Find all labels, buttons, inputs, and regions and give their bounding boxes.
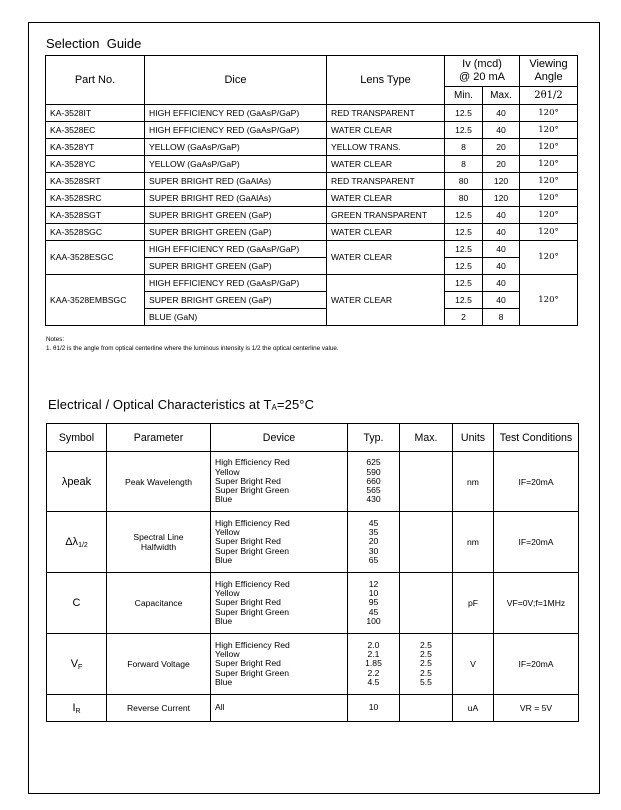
iv-min: 12.5 (445, 275, 483, 292)
typ-cell: 10 (348, 695, 400, 722)
selection-guide-title: Selection Guide (46, 36, 142, 51)
iv-min: 12.5 (445, 224, 483, 241)
parameter-cell: Forward Voltage (107, 634, 211, 695)
viewing-angle: 120° (520, 105, 578, 122)
iv-min: 8 (445, 139, 483, 156)
header-symbol: Symbol (47, 424, 107, 452)
iv-min: 12.5 (445, 207, 483, 224)
dice-name: SUPER BRIGHT GREEN (GaP) (145, 258, 327, 275)
lens-type: WATER CLEAR (327, 156, 445, 173)
device-cell: High Efficiency Red Yellow Super Bright Red Super Bright Green Blue (211, 452, 348, 512)
viewing-angle: 120° (520, 241, 578, 275)
iv-max: 8 (483, 309, 520, 326)
dice-name: HIGH EFFICIENCY RED (GaAsP/GaP) (145, 275, 327, 292)
symbol-cell (47, 512, 107, 573)
notes-title: Notes: (46, 336, 65, 343)
device-cell: All (211, 695, 348, 722)
part-number: KA-3528YC (46, 156, 145, 173)
dice-name: BLUE (GaN) (145, 309, 327, 326)
lens-type: RED TRANSPARENT (327, 173, 445, 190)
lens-type: RED TRANSPARENT (327, 105, 445, 122)
test-conditions-cell: IF=20mA (494, 634, 579, 695)
iv-max: 120 (483, 173, 520, 190)
max-cell: 2.5 2.5 2.5 2.5 5.5 (400, 634, 453, 695)
characteristic-row (47, 634, 579, 695)
dice-name: YELLOW (GaAsP/GaP) (145, 139, 327, 156)
iv-max: 40 (483, 258, 520, 275)
selection-row (46, 139, 578, 156)
viewing-angle: 120° (520, 156, 578, 173)
viewing-angle: 120° (520, 207, 578, 224)
symbol-cell (47, 452, 107, 512)
viewing-angle: 120° (520, 275, 578, 326)
test-conditions-cell: VR = 5V (494, 695, 579, 722)
parameter-cell: Peak Wavelength (107, 452, 211, 512)
header-part-no: Part No. (46, 56, 145, 105)
parameter-cell: Reverse Current (107, 695, 211, 722)
characteristic-row (47, 452, 579, 512)
part-number: KA-3528SGT (46, 207, 145, 224)
viewing-angle: 120° (520, 139, 578, 156)
max-cell (400, 452, 453, 512)
iv-max: 40 (483, 105, 520, 122)
test-conditions-cell: IF=20mA (494, 452, 579, 512)
iv-min: 12.5 (445, 105, 483, 122)
characteristic-row (47, 695, 579, 722)
part-number: KA-3528SRC (46, 190, 145, 207)
symbol-subscript: F (78, 663, 83, 671)
iv-max: 20 (483, 139, 520, 156)
header-device: Device (211, 424, 348, 452)
iv-max: 40 (483, 207, 520, 224)
iv-max: 120 (483, 190, 520, 207)
device-cell: High Efficiency Red Yellow Super Bright Red Super Bright Green Blue (211, 573, 348, 634)
symbol-main: Δλ (65, 535, 79, 548)
part-number: KA-3528EC (46, 122, 145, 139)
selection-row (46, 207, 578, 224)
electrical-optical-table (46, 423, 579, 722)
header-max: Max. (483, 87, 520, 105)
dice-name: HIGH EFFICIENCY RED (GaAsP/GaP) (145, 122, 327, 139)
symbol-subscript: R (75, 707, 81, 715)
part-number: KA-3528IT (46, 105, 145, 122)
title-prefix: Electrical / Optical Characteristics at T (48, 397, 272, 412)
iv-max: 40 (483, 122, 520, 139)
viewing-angle: 120° (520, 173, 578, 190)
lens-type: WATER CLEAR (327, 275, 445, 326)
iv-min: 80 (445, 173, 483, 190)
header-theta: 2θ1/2 (520, 87, 578, 105)
typ-cell: 12 10 95 45 100 (348, 573, 400, 634)
lens-type: WATER CLEAR (327, 190, 445, 207)
iv-min: 2 (445, 309, 483, 326)
lens-type: WATER CLEAR (327, 241, 445, 275)
selection-row (46, 105, 578, 122)
symbol-cell (47, 573, 107, 634)
dice-name: SUPER BRIGHT GREEN (GaP) (145, 224, 327, 241)
lens-type: WATER CLEAR (327, 122, 445, 139)
title-suffix: =25°C (276, 397, 315, 412)
header-dice: Dice (145, 56, 327, 105)
max-cell (400, 695, 453, 722)
header-iv (445, 56, 520, 87)
part-number: KA-3528SRT (46, 173, 145, 190)
header-viewing-angle (520, 56, 578, 87)
selection-row (46, 122, 578, 139)
header-units: Units (453, 424, 494, 452)
symbol-main: λpeak (61, 475, 92, 488)
selection-row (46, 190, 578, 207)
device-cell: High Efficiency Red Yellow Super Bright Red Super Bright Green Blue (211, 634, 348, 695)
header-test-conditions: Test Conditions (494, 424, 579, 452)
header-max: Max. (400, 424, 453, 452)
header-typ: Typ. (348, 424, 400, 452)
symbol-cell (47, 634, 107, 695)
typ-cell: 625 590 660 565 430 (348, 452, 400, 512)
units-cell: uA (453, 695, 494, 722)
dice-name: HIGH EFFICIENCY RED (GaAsP/GaP) (145, 105, 327, 122)
header-viewing-line2: Angle (534, 71, 563, 83)
title-subscript: A (271, 403, 277, 412)
dice-name: SUPER BRIGHT RED (GaAlAs) (145, 173, 327, 190)
note-1: 1. θ1/2 is the angle from optical centerline where the luminous intensity is 1/2 the optical centerline value. (46, 345, 339, 352)
iv-min: 12.5 (445, 241, 483, 258)
electrical-optical-title (48, 397, 314, 412)
iv-max: 40 (483, 224, 520, 241)
selection-guide-table (45, 55, 578, 326)
parameter-cell: Capacitance (107, 573, 211, 634)
iv-max: 40 (483, 292, 520, 309)
test-conditions-cell: VF=0V;f=1MHz (494, 573, 579, 634)
header-parameter: Parameter (107, 424, 211, 452)
iv-max: 20 (483, 156, 520, 173)
part-number: KAA-3528ESGC (46, 241, 145, 275)
symbol-subscript: 1/2 (78, 541, 88, 549)
symbol-main: I (72, 701, 76, 714)
iv-min: 12.5 (445, 258, 483, 275)
symbol-cell (47, 695, 107, 722)
iv-max: 40 (483, 275, 520, 292)
dice-name: SUPER BRIGHT RED (GaAlAs) (145, 190, 327, 207)
viewing-angle: 120° (520, 122, 578, 139)
iv-min: 8 (445, 156, 483, 173)
header-lens-type: Lens Type (327, 56, 445, 105)
part-number: KAA-3528EMBSGC (46, 275, 145, 326)
iv-min: 12.5 (445, 292, 483, 309)
device-cell: High Efficiency Red Yellow Super Bright Red Super Bright Green Blue (211, 512, 348, 573)
characteristic-row (47, 573, 579, 634)
typ-cell: 45 35 20 30 65 (348, 512, 400, 573)
part-number: KA-3528SGC (46, 224, 145, 241)
header-min: Min. (445, 87, 483, 105)
part-number: KA-3528YT (46, 139, 145, 156)
header-viewing-line1: Viewing (529, 58, 568, 70)
notes (46, 335, 339, 353)
dice-name: HIGH EFFICIENCY RED (GaAsP/GaP) (145, 241, 327, 258)
viewing-angle: 120° (520, 190, 578, 207)
dice-name: YELLOW (GaAsP/GaP) (145, 156, 327, 173)
typ-cell: 2.0 2.1 1.85 2.2 4.5 (348, 634, 400, 695)
viewing-angle: 120° (520, 224, 578, 241)
header-iv-line1: Iv (mcd) (462, 58, 502, 70)
units-cell: pF (453, 573, 494, 634)
iv-min: 12.5 (445, 122, 483, 139)
units-cell: nm (453, 452, 494, 512)
test-conditions-cell: IF=20mA (494, 512, 579, 573)
parameter-cell: Spectral Line Halfwidth (107, 512, 211, 573)
units-cell: nm (453, 512, 494, 573)
max-cell (400, 512, 453, 573)
symbol-main: C (72, 597, 81, 609)
units-cell: V (453, 634, 494, 695)
iv-min: 80 (445, 190, 483, 207)
lens-type: GREEN TRANSPARENT (327, 207, 445, 224)
max-cell (400, 573, 453, 634)
lens-type: YELLOW TRANS. (327, 139, 445, 156)
selection-row (46, 173, 578, 190)
header-iv-line2: @ 20 mA (459, 71, 506, 83)
iv-max: 40 (483, 241, 520, 258)
lens-type: WATER CLEAR (327, 224, 445, 241)
characteristic-row (47, 512, 579, 573)
dice-name: SUPER BRIGHT GREEN (GaP) (145, 207, 327, 224)
dice-name: SUPER BRIGHT GREEN (GaP) (145, 292, 327, 309)
symbol-main: V (70, 657, 79, 670)
selection-row (46, 156, 578, 173)
selection-row (46, 224, 578, 241)
